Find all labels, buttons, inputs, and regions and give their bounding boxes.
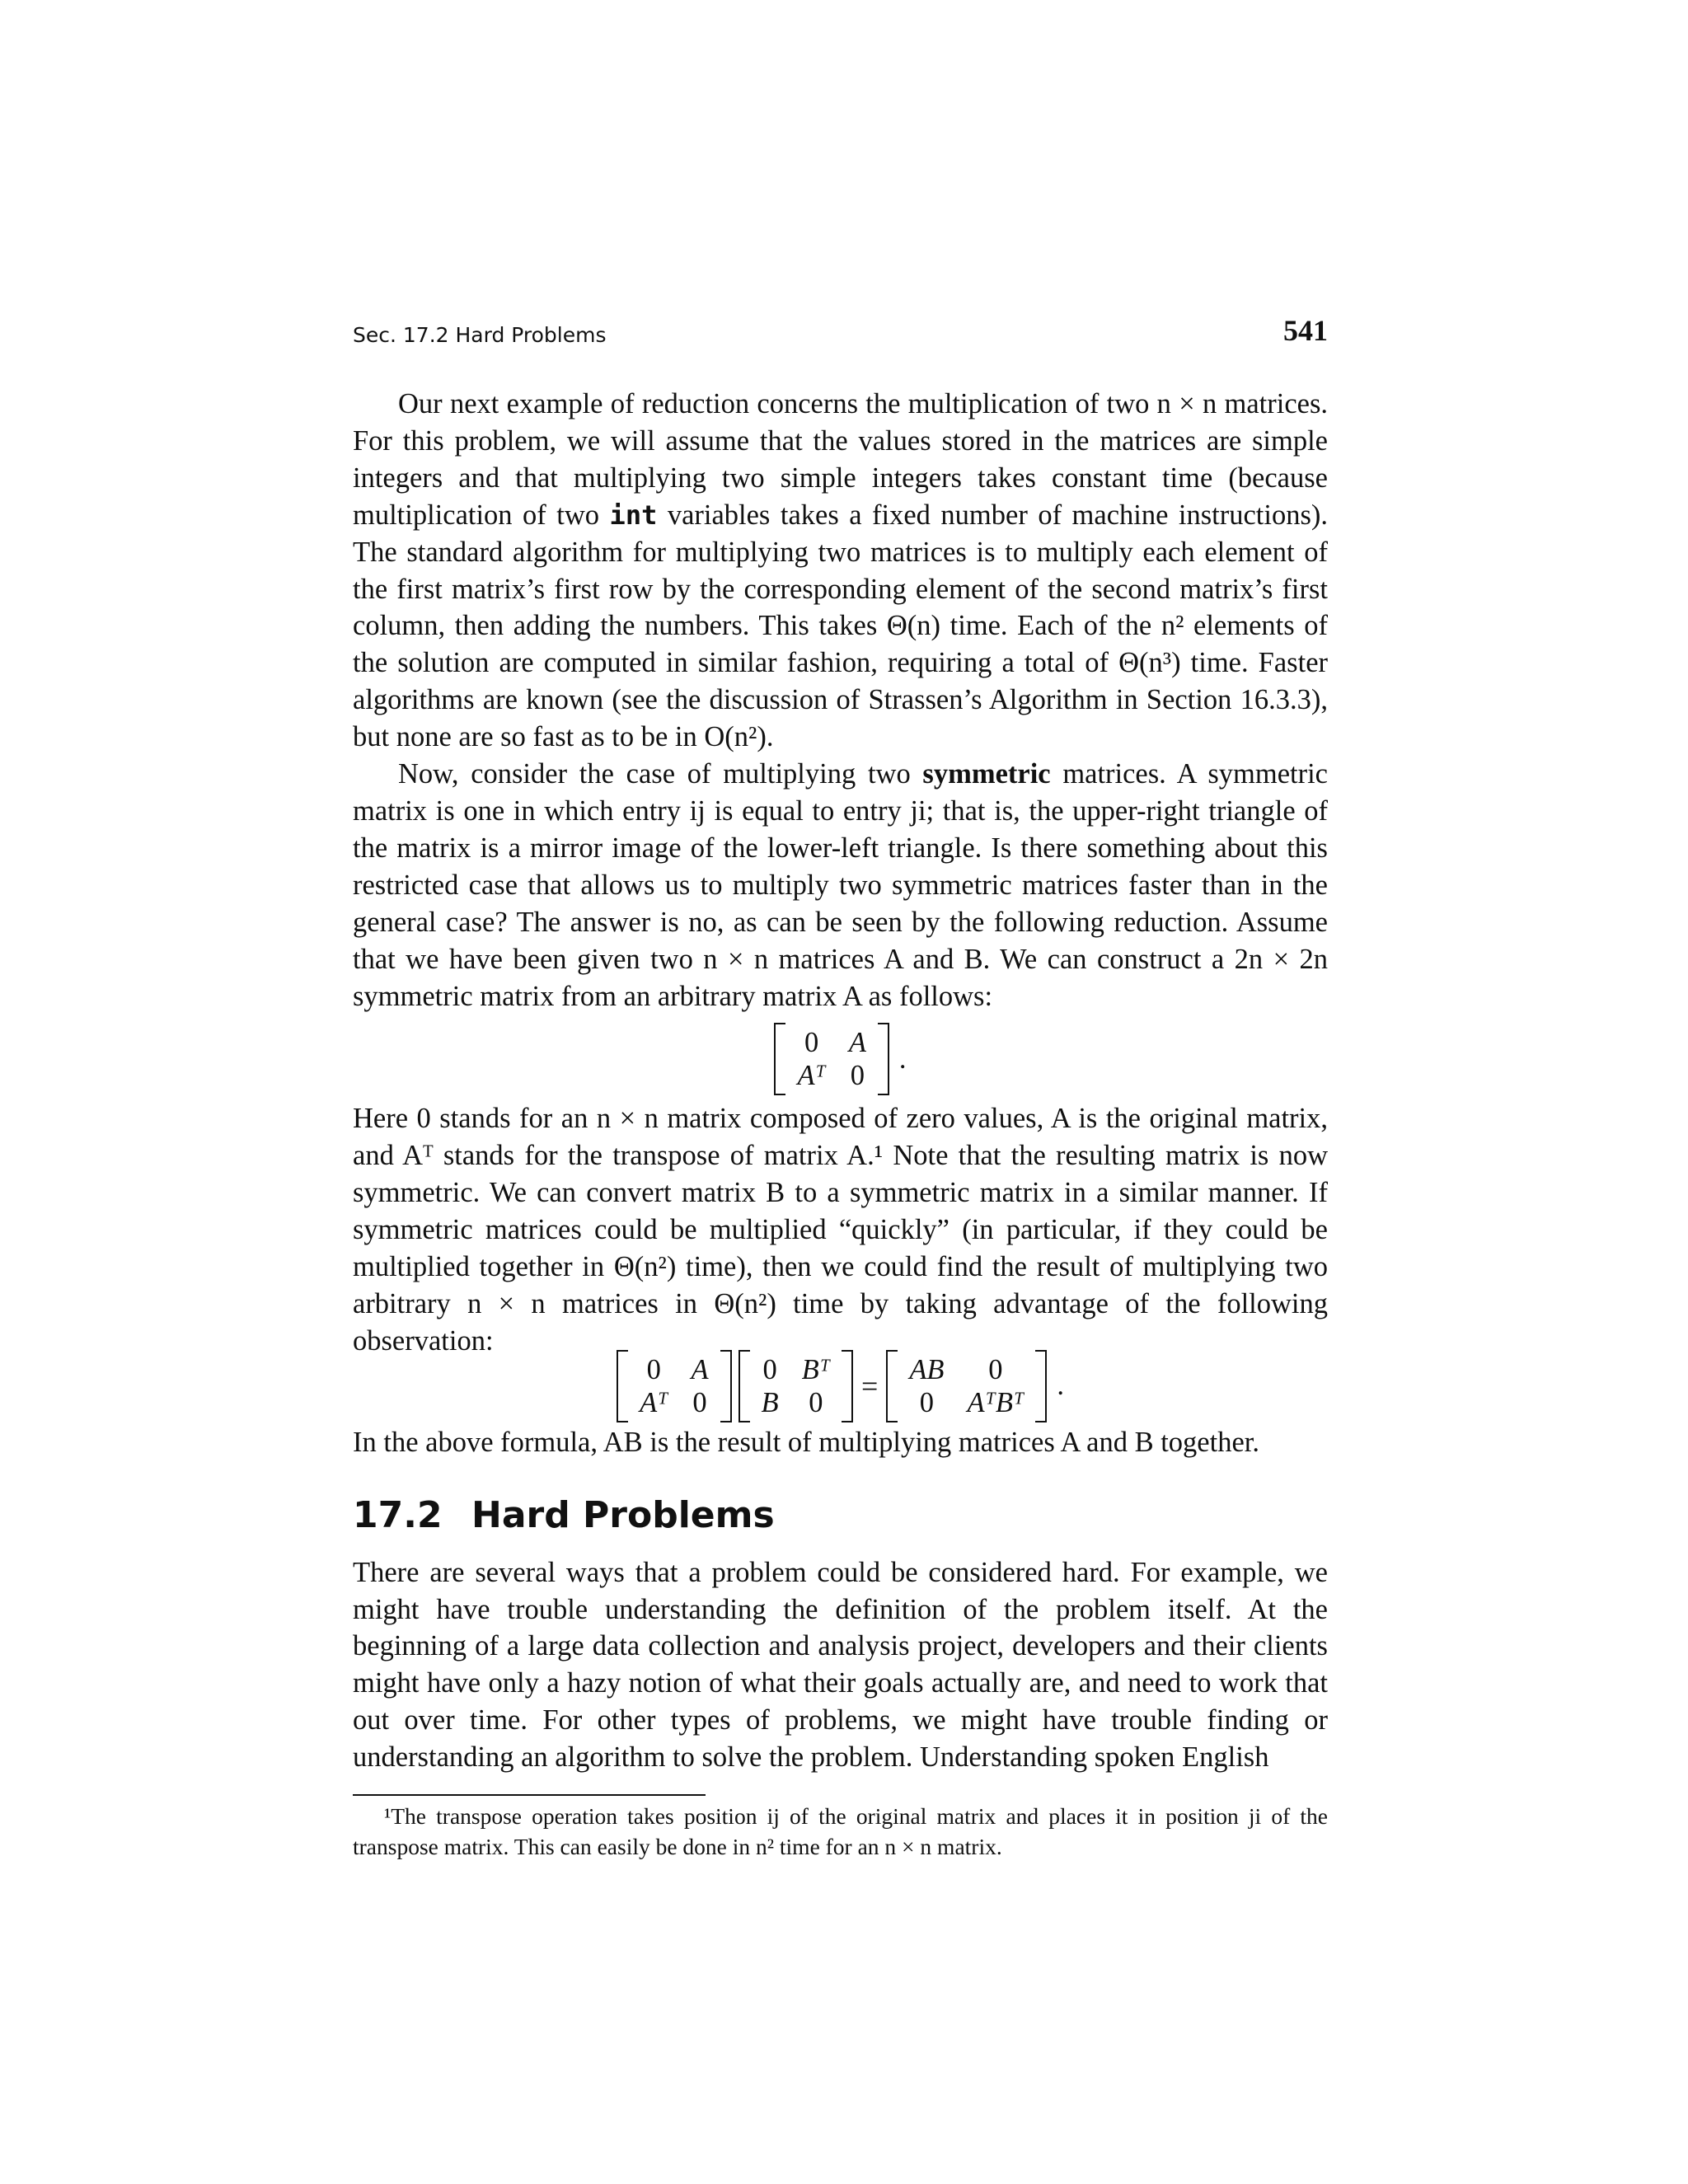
matrix-entry: 0: [762, 1353, 777, 1385]
equation-symmetric-construction: [353, 1023, 1328, 1095]
matrix-entry: 0: [809, 1386, 823, 1418]
equation-period: .: [1057, 1370, 1064, 1402]
matrix-right: [886, 1350, 1047, 1422]
matrix-entry: 0: [988, 1353, 1003, 1385]
matrix-entry: Aᵀ: [640, 1386, 668, 1418]
left-bracket: [774, 1023, 785, 1095]
matrix-middle: [738, 1350, 853, 1422]
left-bracket: [738, 1350, 750, 1422]
matrix-entry: 0: [692, 1386, 707, 1418]
matrix-entry: AᵀBᵀ: [967, 1386, 1025, 1418]
footnote: ¹The transpose operation takes position ij of the original matrix and places it in position ji of the transpose matrix. This can easily be done in n² time for an n × n matrix.: [353, 1803, 1328, 1860]
paragraph-text: matrices. A symmetric matrix is one in which entry ij is equal to entry ji; that is, the upper-right triangle of the matrix is a mirror image of the lower-left triangle. Is there something about this restricted case that allows us to multiply two symmetric matrices faster than in the general case? The answer is no, as can be seen by the following reduction. Assume that we have been given two n × n matrices A and B. We can construct a 2n × 2n symmetric matrix from an arbitrary matrix A as follows:: [353, 758, 1328, 1012]
left-bracket: [617, 1350, 628, 1422]
equals-sign: =: [861, 1369, 879, 1403]
running-head-section: Sec. 17.2 Hard Problems: [353, 323, 607, 347]
matrix-entry: 0: [646, 1353, 661, 1385]
equation-period: .: [898, 1043, 907, 1075]
paragraph-text: Our next example of reduction concerns the multiplication of two n × n matrices. For this problem, we will assume that the values stored in the matrices are simple integers and that multiplying two simple integers takes constant time (because multiplication of two: [353, 388, 1328, 531]
right-bracket: [1035, 1350, 1047, 1422]
inline-code-int: int: [609, 499, 658, 531]
matrix-entry: A: [691, 1353, 709, 1385]
matrix-entry: 0: [919, 1386, 935, 1418]
section-title: Hard Problems: [471, 1493, 775, 1536]
paragraph-matrix-multiplication: [353, 386, 1328, 756]
paragraph-symmetric-matrices: [353, 756, 1328, 1015]
running-head: [353, 313, 1328, 354]
section-number: 17.2: [353, 1493, 443, 1536]
matrix-entry: 0: [850, 1060, 865, 1092]
matrix-entry: 0: [804, 1027, 819, 1059]
equation-product-observation: [353, 1350, 1328, 1422]
paragraph-transpose-explanation: Here 0 stands for an n × n matrix composed of zero values, A is the original matrix, and Aᵀ stands for the transpose of matrix A.¹ Note that the resulting matrix is now symmetric. We can convert matrix B to a symmetric matrix in a similar manner. If symmetric matrices could be multiplied “quickly” (in particular, if they could be multiplied together in Θ(n²) time), then we could find the result of multiplying two arbitrary n × n matrices in Θ(n²) time by taking advantage of the following observation:: [353, 1103, 1328, 1357]
right-bracket: [878, 1023, 889, 1095]
section-heading: [353, 1494, 1328, 1536]
matrix-entry: Bᵀ: [801, 1353, 831, 1385]
matrix-entry: Aᵀ: [797, 1060, 826, 1092]
matrix-left: [617, 1350, 731, 1422]
keyword-symmetric: symmetric: [922, 758, 1051, 790]
matrix-entry: B: [761, 1386, 779, 1418]
matrix-entry: AB: [909, 1353, 945, 1385]
right-bracket: [842, 1350, 853, 1422]
paragraph-text: variables takes a fixed number of machine instructions). The standard algorithm for multiplying two matrices is to multiply each element of the first matrix’s first row by the corresponding element of the second matrix’s first column, then adding the numbers. This takes Θ(n) time. Each of the n² elements of the solution are computed in similar fashion, requiring a total of Θ(n³) time. Faster algorithms are known (see the discussion of Strassen’s Algorithm in Section 16.3.3), but none are so fast as to be in O(n²).: [353, 499, 1329, 753]
paragraph-text: Now, consider the case of multiplying two: [398, 758, 923, 790]
footnote-rule: [353, 1794, 706, 1796]
right-bracket: [720, 1350, 732, 1422]
page: [353, 313, 1328, 1862]
left-bracket: [886, 1350, 898, 1422]
matrix-block: [774, 1023, 889, 1095]
matrix-entry: A: [848, 1027, 866, 1059]
page-number: 541: [1283, 314, 1328, 347]
paragraph-formula-note: In the above formula, AB is the result of multiplying matrices A and B together.: [353, 1426, 1259, 1458]
paragraph-hard-problems: There are several ways that a problem could be considered hard. For example, we might have trouble understanding the definition of the problem itself. At the beginning of a large data collection and analysis project, developers and their clients might have only a hazy notion of what their goals actually are, and need to work that out over time. For other types of problems, we might have trouble finding or understanding an algorithm to solve the problem. Understanding spoken English: [353, 1556, 1328, 1774]
